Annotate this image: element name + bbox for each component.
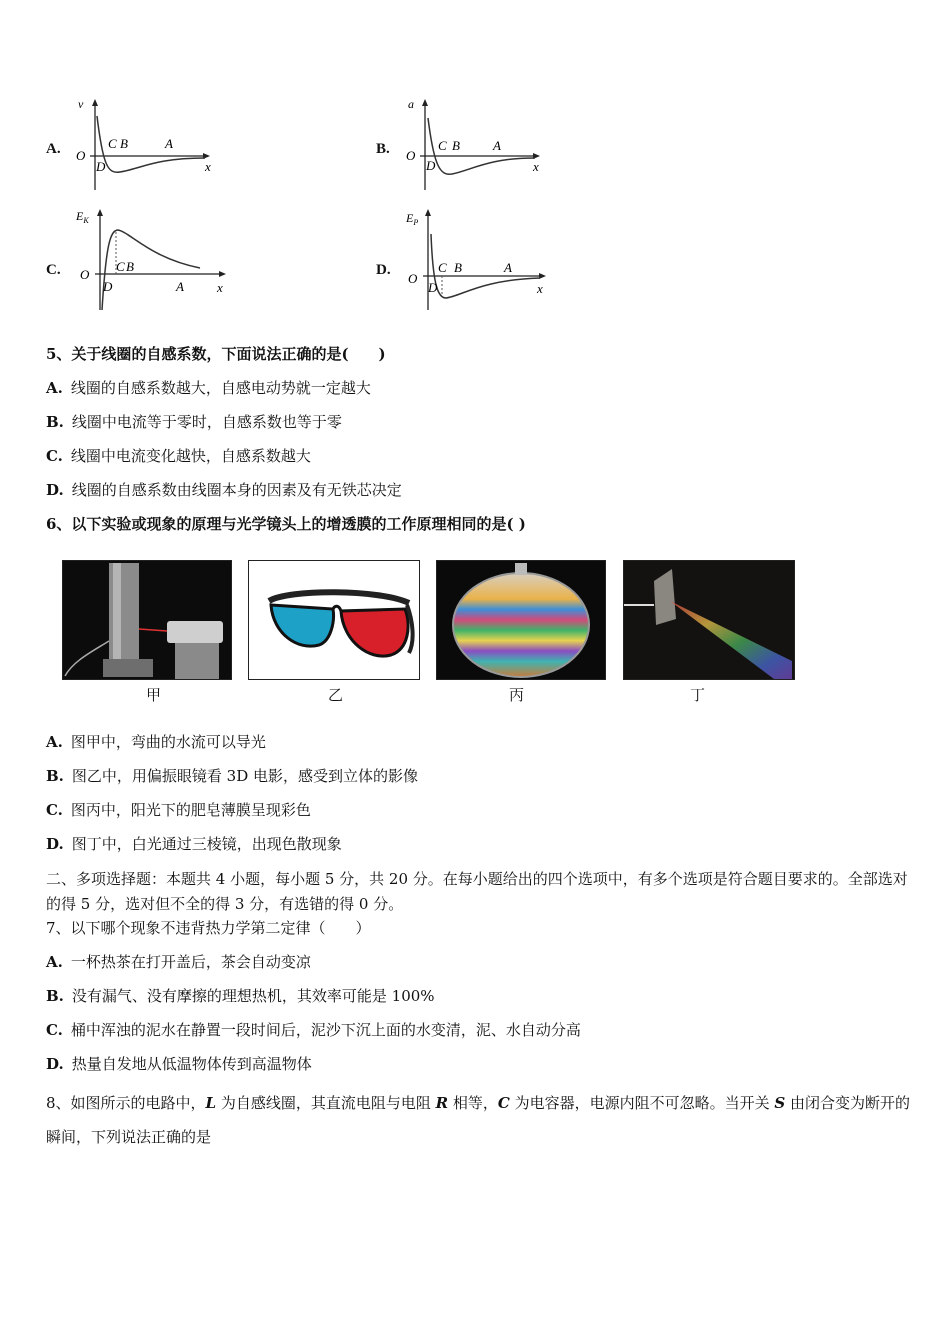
photo-jia-light-guide: [62, 560, 232, 680]
q8-stem: 8、如图所示的电路中，L 为自感线圈，其直流电阻与电阻 R 相等，C 为电容器，电源内阻不可忽略。当开关 S 由闭合变为断开的瞬间，下列说法正确的是: [46, 1094, 911, 1146]
graph-d-ylabel: $E_P$: [406, 211, 419, 227]
q5-option-b[interactable]: B. 线圈中电流等于零时，自感系数也等于零: [46, 413, 342, 431]
graph-a-velocity: [70, 96, 215, 196]
graph-d-potential-energy: [400, 206, 555, 316]
graph-c-point-a: A: [176, 279, 184, 294]
photo-ding-prism: [623, 560, 795, 680]
graph-b-point-b: B: [452, 138, 460, 153]
graph-a-point-c: C: [108, 136, 117, 151]
graph-c-ylabel: $E_K$: [76, 209, 89, 225]
photo-yi-3d-glasses: [248, 560, 420, 680]
q6-stem: 6、以下实验或现象的原理与光学镜头上的增透膜的工作原理相同的是( ): [46, 515, 526, 533]
caption-ding: 丁: [690, 686, 706, 704]
caption-bing: 丙: [509, 686, 525, 704]
graph-a-point-b: B: [120, 136, 128, 151]
q7-option-b[interactable]: B. 没有漏气、没有摩擦的理想热机，其效率可能是 100%: [46, 987, 435, 1005]
graph-d-letter: D.: [376, 262, 391, 278]
graph-a-ylabel: v: [78, 97, 84, 111]
q6-option-c[interactable]: C. 图丙中，阳光下的肥皂薄膜呈现彩色: [46, 801, 311, 819]
graph-d-point-d: D: [428, 280, 438, 295]
graph-b-letter: B.: [376, 141, 390, 157]
graph-a-point-d: D: [96, 159, 106, 174]
graph-b-point-d: D: [426, 158, 436, 173]
graph-a-letter: A.: [46, 141, 61, 157]
q6-option-a[interactable]: A. 图甲中，弯曲的水流可以导光: [46, 733, 266, 751]
graph-b-ylabel: a: [408, 97, 414, 111]
q5-option-c[interactable]: C. 线圈中电流变化越快，自感系数越大: [46, 447, 311, 465]
graph-b-xlabel: x: [533, 159, 539, 174]
graph-c-point-d: D: [103, 279, 113, 294]
q5-stem: 5、关于线圈的自感系数，下面说法正确的是( ): [46, 345, 386, 363]
graph-b-point-a: A: [493, 138, 501, 153]
graph-c-letter: C.: [46, 262, 61, 278]
graph-c-origin: O: [80, 267, 90, 282]
q5-option-a[interactable]: A. 线圈的自感系数越大，自感电动势就一定越大: [46, 379, 371, 397]
q7-option-c[interactable]: C. 桶中浑浊的泥水在静置一段时间后，泥沙下沉上面的水变清，泥、水自动分高: [46, 1021, 581, 1039]
q5-option-d[interactable]: D. 线圈的自感系数由线圈本身的因素及有无铁芯决定: [46, 481, 402, 499]
section2-instructions: 二、多项选择题：本题共 4 小题，每小题 5 分，共 20 分。在每小题给出的四个选项中，有多个选项是符合题目要求的。全部选对的得 5 分，选对但不全的得 3 分，有选错的得 0 分。: [46, 870, 908, 913]
graph-b-origin: O: [406, 148, 416, 163]
graph-c-kinetic-energy: [70, 206, 230, 316]
graph-a-xlabel: x: [205, 159, 211, 174]
graph-d-origin: O: [408, 271, 418, 286]
graph-a-point-a: A: [165, 136, 173, 151]
q6-option-d[interactable]: D. 图丁中，白光通过三棱镜，出现色散现象: [46, 835, 342, 853]
caption-yi: 乙: [328, 686, 344, 704]
q7-option-a[interactable]: A. 一杯热茶在打开盖后，茶会自动变凉: [46, 953, 311, 971]
graph-d-xlabel: x: [537, 281, 543, 296]
caption-jia: 甲: [146, 686, 162, 704]
q7-option-d[interactable]: D. 热量自发地从低温物体传到高温物体: [46, 1055, 312, 1073]
graph-a-origin: O: [76, 148, 86, 163]
photo-bing-soap-film: [436, 560, 606, 680]
graph-c-point-c: C: [116, 259, 125, 274]
graph-b-point-c: C: [438, 138, 447, 153]
graph-d-point-a: A: [504, 260, 512, 275]
graph-d-point-c: C: [438, 260, 447, 275]
graph-c-point-b: B: [126, 259, 134, 274]
q7-stem: 7、以下哪个现象不违背热力学第二定律（ ）: [46, 919, 371, 937]
q6-option-b[interactable]: B. 图乙中，用偏振眼镜看 3D 电影，感受到立体的影像: [46, 767, 419, 785]
graph-d-point-b: B: [454, 260, 462, 275]
graph-b-acceleration: [400, 96, 545, 196]
graph-c-xlabel: x: [217, 280, 223, 295]
